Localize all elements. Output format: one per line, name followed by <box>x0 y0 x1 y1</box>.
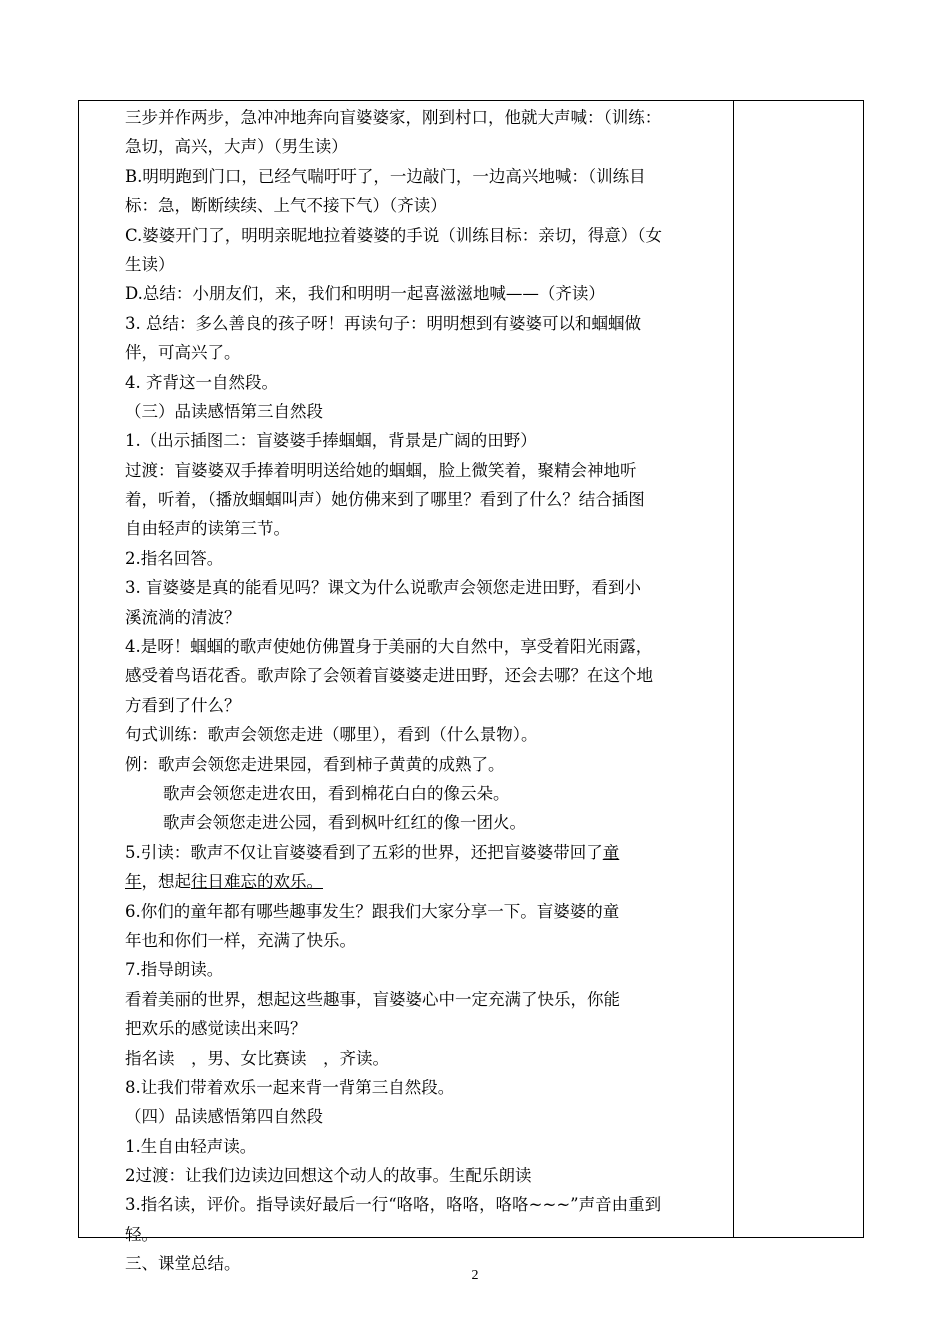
underlined-text: 童 <box>602 842 620 862</box>
text-line: 把欢乐的感觉读出来吗？ <box>125 1019 307 1039</box>
text-line: 标：急，断断续续、上气不接下气）（齐读） <box>125 196 447 216</box>
lesson-table <box>78 100 864 1274</box>
text-line: 歌声会领您走进公园，看到枫叶红红的像一团火。 <box>163 813 526 833</box>
text-line: B.明明跑到门口，已经气喘吁吁了，一边敲门，一边高兴地喊：（训练目 <box>125 166 646 186</box>
text-line <box>125 867 727 896</box>
text-line <box>125 838 727 867</box>
text-line: 过渡：盲婆婆双手捧着明明送给她的蝈蝈，脸上微笑着，聚精会神地听 <box>125 460 637 480</box>
lesson-content <box>125 103 727 1279</box>
text-line: 生读） <box>125 254 175 274</box>
section-heading: 三、课堂总结。 <box>125 1254 241 1274</box>
text-line: 3.指名读，评价。指导读好最后一行“咯咯，咯咯，咯咯~~~”声音由重到 <box>125 1195 662 1215</box>
page-number: 2 <box>471 1268 479 1283</box>
text-line: 轻。 <box>125 1224 158 1244</box>
text-line: 溪流淌的清波？ <box>125 607 241 627</box>
text-line: 伴，可高兴了。 <box>125 343 241 363</box>
text-line: 句式训练：歌声会领您走进（哪里），看到（什么景物）。 <box>125 725 538 745</box>
text-line: 例：歌声会领您走进果园，看到柿子黄黄的成熟了。 <box>125 754 505 774</box>
text-line: 7.指导朗读。 <box>125 960 224 980</box>
text-line: 3. 盲婆婆是真的能看见吗？课文为什么说歌声会领您走进田野，看到小 <box>125 578 641 598</box>
underlined-text: 往日难忘的欢乐。 <box>191 872 323 892</box>
text-line: 歌声会领您走进农田，看到棉花白白的像云朵。 <box>163 783 510 803</box>
text-line: 3. 总结：多么善良的孩子呀！再读句子：明明想到有婆婆可以和蝈蝈做 <box>125 313 641 333</box>
text-line: 2.指名回答。 <box>125 548 224 568</box>
text-line: 自由轻声的读第三节。 <box>125 519 290 539</box>
text-line: 1.生自由轻声读。 <box>125 1136 257 1156</box>
text-line: 2过渡：让我们边读边回想这个动人的故事。生配乐朗读 <box>125 1166 532 1186</box>
text-line: 三步并作两步，急冲冲地奔向盲婆婆家，刚到村口，他就大声喊：（训练： <box>125 108 662 127</box>
text-line: 4. 齐背这一自然段。 <box>125 372 278 392</box>
text-line: 指名读 ，男、女比赛读 ，齐读。 <box>125 1048 389 1068</box>
text-line: 年也和你们一样，充满了快乐。 <box>125 930 356 950</box>
text-segment: 5.引读：歌声不仅让盲婆婆看到了五彩的世界，还把盲婆婆带回了 <box>125 842 603 862</box>
section-heading: （三）品读感悟第三自然段 <box>125 401 323 421</box>
text-line: 急切，高兴，大声）（男生读） <box>125 137 348 157</box>
text-line: 6.你们的童年都有哪些趣事发生？跟我们大家分享一下。盲婆婆的童 <box>125 901 620 921</box>
text-line: 感受着鸟语花香。歌声除了会领着盲婆婆走进田野，还会去哪？在这个地 <box>125 666 653 686</box>
section-heading: （四）品读感悟第四自然段 <box>125 1107 323 1127</box>
underlined-text: 年 <box>125 872 142 892</box>
text-segment: ，想起 <box>141 872 191 892</box>
text-line: 着，听着，（播放蝈蝈叫声）她仿佛来到了哪里？看到了什么？结合插图 <box>125 490 645 510</box>
text-line: 1.（出示插图二：盲婆婆手捧蝈蝈，背景是广阔的田野） <box>125 431 537 451</box>
text-line: 4.是呀！蝈蝈的歌声使她仿佛置身于美丽的大自然中，享受着阳光雨露， <box>125 637 653 657</box>
text-line: 方看到了什么？ <box>125 695 241 715</box>
text-line: C.婆婆开门了，明明亲昵地拉着婆婆的手说（训练目标：亲切，得意）（女 <box>125 225 663 245</box>
text-line: D.总结：小朋友们，来，我们和明明一起喜滋滋地喊——（齐读） <box>125 284 605 304</box>
text-line: 看着美丽的世界，想起这些趣事，盲婆婆心中一定充满了快乐，你能 <box>125 989 620 1009</box>
table-column-divider <box>733 101 734 1237</box>
text-line: 8.让我们带着欢乐一起来背一背第三自然段。 <box>125 1077 455 1097</box>
